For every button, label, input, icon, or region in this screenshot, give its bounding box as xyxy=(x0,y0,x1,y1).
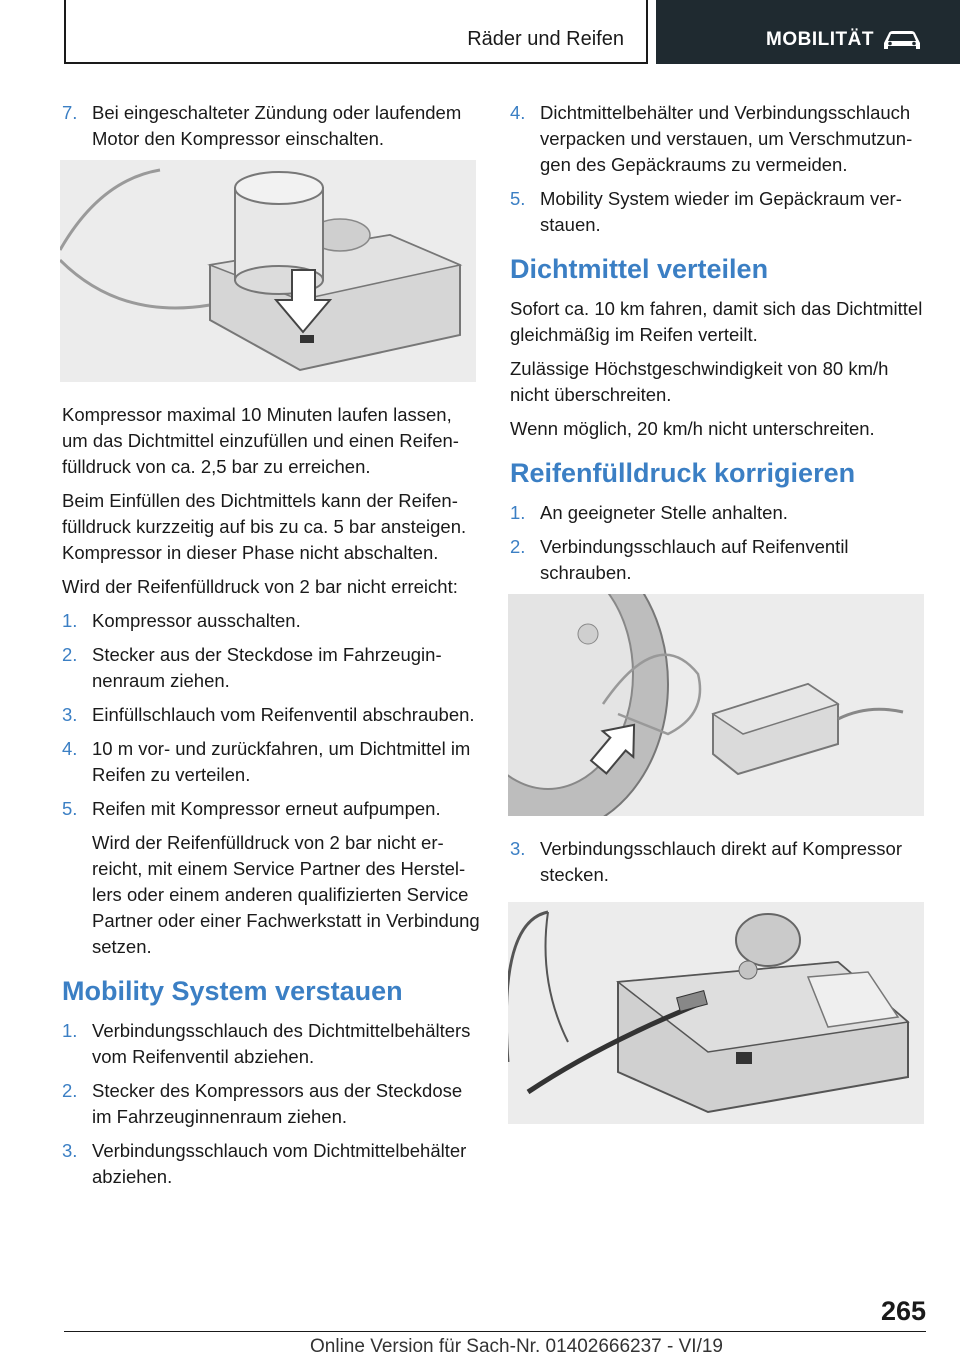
step-text: Mobility System wieder im Gepäckraum verstauen. xyxy=(540,188,902,235)
step-text: Kompressor ausschalten. xyxy=(92,610,301,631)
step-number: 1. xyxy=(62,1020,78,1041)
footer-divider xyxy=(64,1331,926,1332)
car-icon xyxy=(880,28,924,52)
step-text: Dichtmittelbehälter und Verbindungsschlauch verpacken und verstauen, um Verschmutzungen des Gepäckraums zu vermeiden. xyxy=(540,102,913,175)
list-item xyxy=(62,1078,482,1130)
step-text: 10 m vor- und zurückfahren, um Dichtmittel im Reifen zu verteilen. xyxy=(92,738,471,785)
list-item xyxy=(62,1018,482,1070)
page-number: 265 xyxy=(880,1296,926,1326)
chapter-title: MOBILITÄT xyxy=(766,29,874,50)
step-number: 1. xyxy=(62,610,78,631)
chapter-tab xyxy=(656,0,960,64)
right-column xyxy=(510,100,928,1144)
step-number: 5. xyxy=(62,798,78,819)
left-column xyxy=(62,100,482,1198)
list-item xyxy=(62,642,482,694)
step-number: 3. xyxy=(510,838,526,859)
step-text: Bei eingeschalteter Zündung oder laufendem Motor den Kompressor einschalten. xyxy=(92,102,462,149)
section-heading: Reifenfülldruck korrigieren xyxy=(510,458,856,488)
step-text: Verbindungsschlauch vom Dichtmittelbehälter abziehen. xyxy=(92,1140,467,1187)
step-text: An geeigneter Stelle anhalten. xyxy=(540,502,788,523)
section-title: Räder und Reifen xyxy=(467,28,624,50)
step-text: Verbindungsschlauch auf Reifenventil schrauben. xyxy=(540,536,849,583)
list-item xyxy=(62,736,482,788)
list-item xyxy=(62,702,482,728)
step-text: Stecker aus der Steckdose im Fahrzeuginnenraum ziehen. xyxy=(92,644,442,691)
step-text: Stecker des Kompressors aus der Steckdose im Fahrzeuginnenraum ziehen. xyxy=(92,1080,463,1127)
paragraph: Beim Einfüllen des Dichtmittels kann der Reifenfülldruck kurzzeitig auf bis zu ca. 5 bar ansteigen. Kompressor in dieser Phase nicht abschalten. xyxy=(62,490,467,563)
list-item xyxy=(510,100,928,178)
step-note: Wird der Reifenfülldruck von 2 bar nicht erreicht, mit einem Service Partner des Herstellers oder einem anderen qualifizierten Service Partner oder einer Fachwerkstatt in Verbindung setzen. xyxy=(92,832,480,957)
section-heading: Dichtmittel verteilen xyxy=(510,254,769,284)
tire-valve-illustration xyxy=(508,594,924,816)
step-number: 2. xyxy=(62,644,78,665)
paragraph: Zulässige Höchstgeschwindigkeit von 80 km/h nicht überschreiten. xyxy=(510,358,889,405)
step-text: Einfüllschlauch vom Reifenventil abschrauben. xyxy=(92,704,475,725)
paragraph: Wenn möglich, 20 km/h nicht unterschreiten. xyxy=(510,418,875,439)
step-number: 4. xyxy=(510,102,526,123)
paragraph: Wird der Reifenfülldruck von 2 bar nicht erreicht: xyxy=(62,576,458,597)
header-section-tab xyxy=(64,0,648,64)
list-item xyxy=(62,608,482,634)
step-number: 2. xyxy=(510,536,526,557)
step-text: Reifen mit Kompressor erneut aufpumpen. xyxy=(92,798,441,819)
list-item xyxy=(510,500,928,526)
step-text: Verbindungsschlauch direkt auf Kompressor stecken. xyxy=(540,838,902,885)
step-number: 2. xyxy=(62,1080,78,1101)
step-number: 7. xyxy=(62,102,78,123)
paragraph: Kompressor maximal 10 Minuten laufen lassen, um das Dichtmittel einzufüllen und einen Reifenfülldruck von ca. 2,5 bar zu erreichen. xyxy=(62,404,459,477)
list-item xyxy=(62,1138,482,1190)
step-number: 3. xyxy=(62,1140,78,1161)
list-item xyxy=(62,100,482,152)
step-number: 4. xyxy=(62,738,78,759)
step-text: Verbindungsschlauch des Dichtmittelbehälters vom Reifenventil abziehen. xyxy=(92,1020,471,1067)
list-item xyxy=(510,186,928,238)
compressor-fill-illustration xyxy=(60,160,476,382)
step-number: 5. xyxy=(510,188,526,209)
step-number: 1. xyxy=(510,502,526,523)
list-item xyxy=(62,796,482,822)
list-item xyxy=(510,836,928,888)
paragraph: Sofort ca. 10 km fahren, damit sich das Dichtmittel gleichmäßig im Reifen verteilt. xyxy=(510,298,923,345)
section-heading: Mobility System verstauen xyxy=(62,976,403,1006)
step-number: 3. xyxy=(62,704,78,725)
compressor-hose-illustration xyxy=(508,902,924,1124)
footer-text: Online Version für Sach-Nr. 01402666237 - VI/19 xyxy=(310,1336,723,1357)
list-item xyxy=(510,534,928,586)
